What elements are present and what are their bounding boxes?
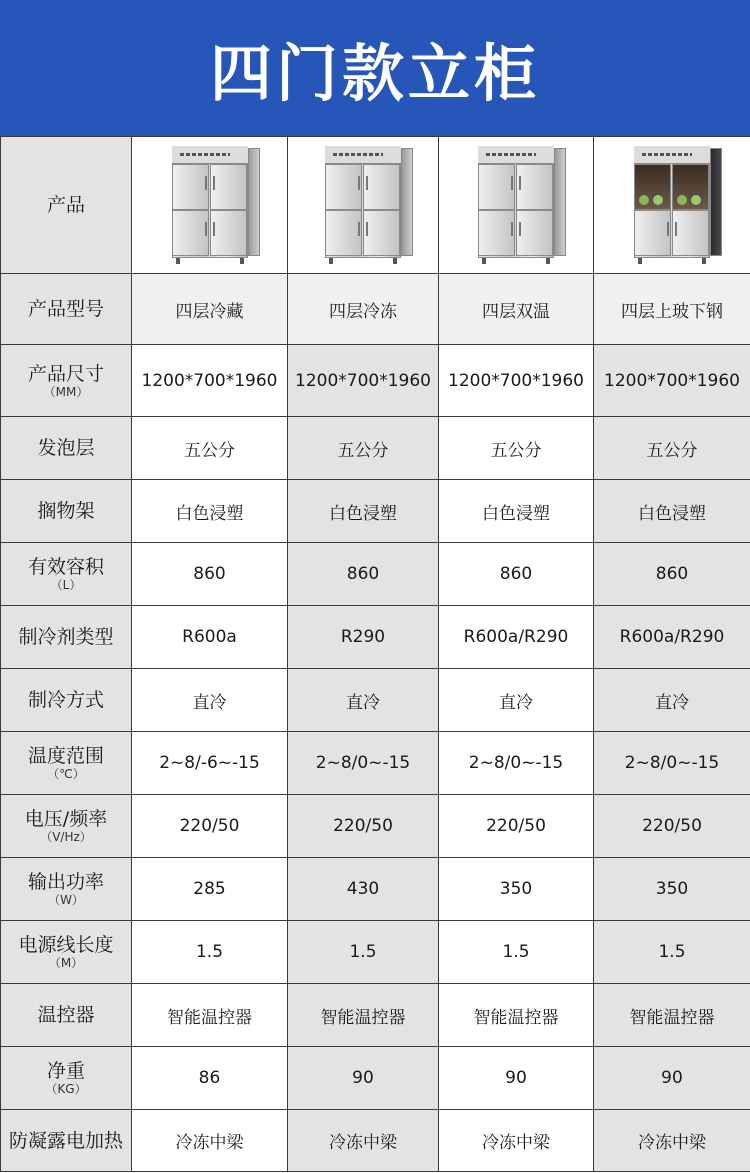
table-row: [1, 1110, 750, 1172]
product-image-cell: [288, 137, 439, 274]
cell-value: 冷冻中梁: [132, 1110, 288, 1172]
cell-value: 1.5: [132, 921, 288, 984]
cell-value: 860: [594, 543, 750, 606]
table-row: [1, 345, 750, 417]
table-row: [1, 606, 750, 669]
refrigerator-icon: [172, 146, 248, 264]
cell-value: 1200*700*1960: [132, 345, 288, 417]
header-banner: [0, 0, 750, 136]
cell-value: 智能温控器: [132, 984, 288, 1047]
table-row: [1, 417, 750, 480]
row-label: 电源线长度 （M）: [1, 921, 132, 984]
cell-value: 白色浸塑: [594, 480, 750, 543]
row-label: 温控器: [1, 984, 132, 1047]
cell-value: 2~8/0~-15: [594, 732, 750, 795]
table-row: [1, 921, 750, 984]
cell-value: 220/50: [132, 795, 288, 858]
cell-value: 四层上玻下钢: [594, 274, 750, 345]
cell-value: 350: [594, 858, 750, 921]
table-row: [1, 858, 750, 921]
table-row: [1, 274, 750, 345]
cell-value: 1.5: [594, 921, 750, 984]
cell-value: 1200*700*1960: [594, 345, 750, 417]
table-row: [1, 543, 750, 606]
cell-value: 285: [132, 858, 288, 921]
cell-value: 五公分: [288, 417, 439, 480]
cell-value: 220/50: [288, 795, 439, 858]
row-label: 电压/频率 （V/Hz）: [1, 795, 132, 858]
row-label: 制冷方式: [1, 669, 132, 732]
cell-value: 智能温控器: [439, 984, 594, 1047]
table-row: [1, 137, 750, 274]
cell-value: 直冷: [132, 669, 288, 732]
table-row: [1, 1047, 750, 1110]
cell-value: 860: [288, 543, 439, 606]
table-row: [1, 984, 750, 1047]
cell-value: 430: [288, 858, 439, 921]
row-label: 温度范围 （℃）: [1, 732, 132, 795]
cell-value: 1.5: [439, 921, 594, 984]
cell-value: 白色浸塑: [132, 480, 288, 543]
cell-value: 90: [288, 1047, 439, 1110]
cell-value: 90: [594, 1047, 750, 1110]
glass-door-refrigerator-icon: [634, 146, 710, 264]
row-label: 产品型号: [1, 274, 132, 345]
product-image-cell: [594, 137, 750, 274]
cell-value: 直冷: [594, 669, 750, 732]
product-image-cell: [132, 137, 288, 274]
table-row: [1, 732, 750, 795]
spec-table: [0, 136, 750, 1172]
cell-value: 860: [439, 543, 594, 606]
cell-value: 2~8/0~-15: [439, 732, 594, 795]
cell-value: 1200*700*1960: [288, 345, 439, 417]
cell-value: R600a: [132, 606, 288, 669]
cell-value: 350: [439, 858, 594, 921]
cell-value: 90: [439, 1047, 594, 1110]
cell-value: 四层双温: [439, 274, 594, 345]
cell-value: 直冷: [288, 669, 439, 732]
cell-value: 冷冻中梁: [594, 1110, 750, 1172]
refrigerator-icon: [478, 146, 554, 264]
cell-value: 2~8/0~-15: [288, 732, 439, 795]
cell-value: 五公分: [439, 417, 594, 480]
row-label: 产品: [1, 137, 132, 274]
cell-value: 智能温控器: [594, 984, 750, 1047]
table-row: [1, 480, 750, 543]
row-label: 有效容积 （L）: [1, 543, 132, 606]
cell-value: 冷冻中梁: [439, 1110, 594, 1172]
cell-value: 五公分: [594, 417, 750, 480]
cell-value: R600a/R290: [439, 606, 594, 669]
product-image-cell: [439, 137, 594, 274]
cell-value: 四层冷冻: [288, 274, 439, 345]
cell-value: 白色浸塑: [288, 480, 439, 543]
cell-value: 四层冷藏: [132, 274, 288, 345]
cell-value: 86: [132, 1047, 288, 1110]
cell-value: R290: [288, 606, 439, 669]
cell-value: 1200*700*1960: [439, 345, 594, 417]
table-row: [1, 669, 750, 732]
cell-value: 冷冻中梁: [288, 1110, 439, 1172]
cell-value: 860: [132, 543, 288, 606]
page-title: 四门款立柜: [209, 36, 540, 110]
row-label: 发泡层: [1, 417, 132, 480]
row-label: 防凝露电加热: [1, 1110, 132, 1172]
table-row: [1, 795, 750, 858]
cell-value: 智能温控器: [288, 984, 439, 1047]
row-label: 搁物架: [1, 480, 132, 543]
cell-value: R600a/R290: [594, 606, 750, 669]
row-label: 产品尺寸 （MM）: [1, 345, 132, 417]
row-label: 制冷剂类型: [1, 606, 132, 669]
cell-value: 220/50: [439, 795, 594, 858]
cell-value: 1.5: [288, 921, 439, 984]
row-label: 输出功率 （W）: [1, 858, 132, 921]
cell-value: 白色浸塑: [439, 480, 594, 543]
row-label: 净重 （KG）: [1, 1047, 132, 1110]
cell-value: 直冷: [439, 669, 594, 732]
cell-value: 220/50: [594, 795, 750, 858]
refrigerator-icon: [325, 146, 401, 264]
cell-value: 五公分: [132, 417, 288, 480]
cell-value: 2~8/-6~-15: [132, 732, 288, 795]
